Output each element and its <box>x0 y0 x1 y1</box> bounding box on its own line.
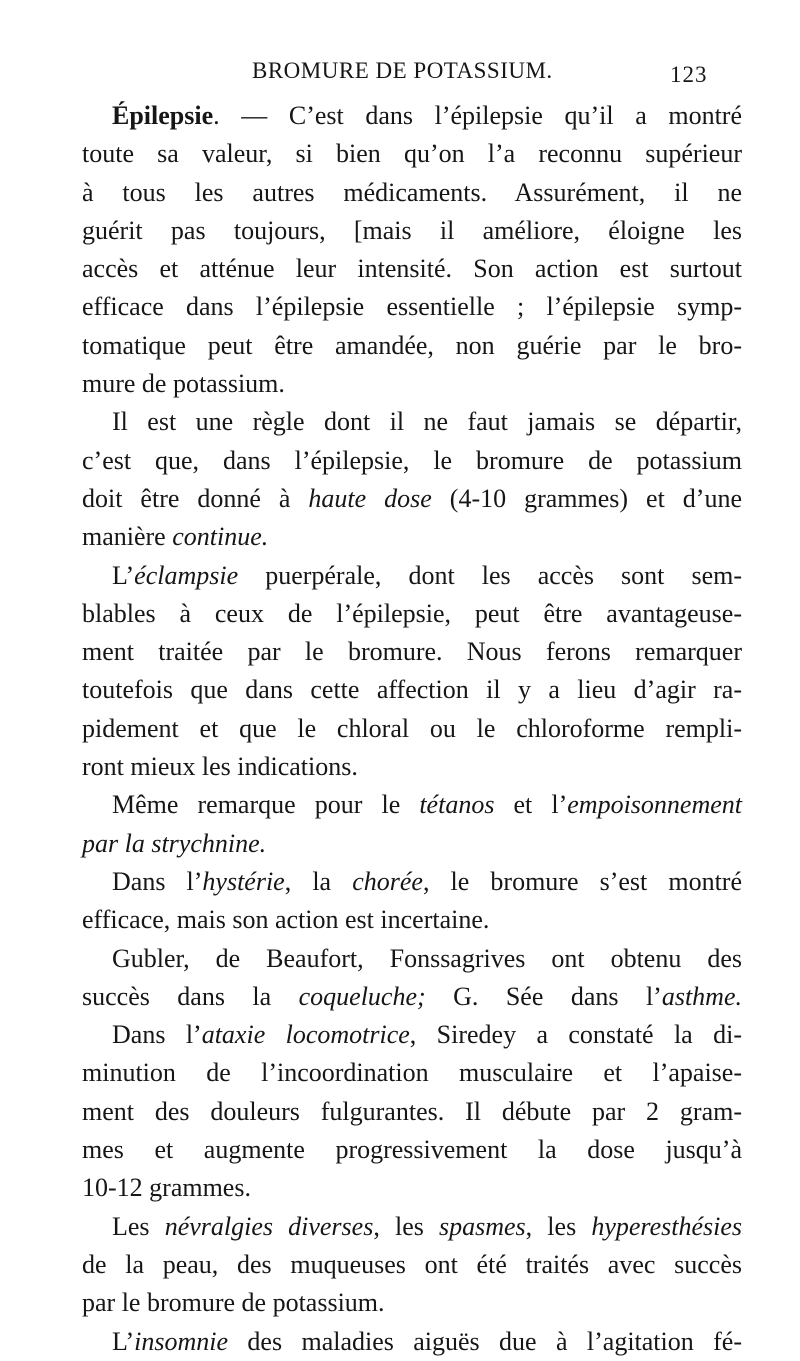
text-line <box>82 1208 742 1246</box>
italic-segment: continue. <box>172 522 269 552</box>
text-segment: L’ <box>112 1326 135 1356</box>
text-segment: . — C’est dans l’épilepsie qu’il a montré <box>213 101 742 130</box>
text-segment: minution de l’incoordination musculaire et l’apaise- <box>82 1058 742 1088</box>
text-line <box>82 748 742 786</box>
text-segment: 10-12 grammes. <box>82 1173 251 1203</box>
text-segment: puerpérale, dont les accès sont sem- <box>238 560 742 590</box>
italic-segment: par la strychnine. <box>82 828 267 858</box>
text-segment: ront mieux les indications. <box>82 752 358 782</box>
text-line <box>82 1284 742 1322</box>
text-segment: toutefois que dans cette affection il y a lieu d’agir ra- <box>82 675 742 705</box>
text-line <box>82 480 742 518</box>
text-line <box>82 940 742 978</box>
text-segment: accès et atténue leur intensité. Son action est surtout <box>82 254 742 284</box>
text-segment: blables à ceux de l’épilepsie, peut être avantageuse- <box>82 598 742 628</box>
text-segment: toute sa valeur, si bien qu’on l’a reconnu supérieur <box>82 139 742 169</box>
text-line <box>82 1016 742 1054</box>
italic-segment: coqueluche; <box>298 981 426 1011</box>
text-segment: (4-10 grammes) et d’une <box>431 483 742 513</box>
text-line <box>82 174 742 212</box>
bold-segment: Épilepsie <box>112 101 214 130</box>
text-line <box>82 595 742 633</box>
text-segment: Dans l’ <box>112 1020 202 1050</box>
text-line <box>82 327 742 365</box>
text-segment: G. Sée dans l’ <box>425 981 662 1011</box>
text-segment: pidement et que le chloral ou le chloroforme rempli- <box>82 713 742 743</box>
text-line <box>82 978 742 1016</box>
running-title: BROMURE DE POTASSIUM. <box>252 58 553 83</box>
italic-segment: empoisonnement <box>567 790 742 820</box>
text-line <box>82 135 742 173</box>
text-segment: , les <box>525 1211 592 1241</box>
italic-segment: névralgies diverses <box>164 1211 374 1241</box>
text-segment: Même remarque pour le <box>112 790 420 820</box>
text-line <box>82 288 742 326</box>
text-line <box>82 1131 742 1169</box>
text-segment: L’ <box>112 560 135 590</box>
text-segment: c’est que, dans l’épilepsie, le bromure de potassium <box>82 445 742 475</box>
text-segment: , Siredey a constaté la di- <box>409 1020 742 1050</box>
text-segment: tomatique peut être amandée, non guérie par le bro- <box>82 330 742 360</box>
text-segment: doit être donné à <box>82 483 309 513</box>
text-line <box>82 671 742 709</box>
text-line <box>82 1323 742 1361</box>
text-line <box>82 786 742 824</box>
text-segment: ment des douleurs fulgurantes. Il débute par 2 gram- <box>82 1096 742 1126</box>
text-line <box>82 518 742 556</box>
italic-segment: asthme. <box>661 981 742 1011</box>
text-line <box>82 403 742 441</box>
text-line <box>82 825 742 863</box>
italic-segment: ataxie locomotrice <box>201 1020 410 1050</box>
italic-segment: tétanos <box>419 790 495 820</box>
italic-segment: éclampsie <box>134 560 239 590</box>
text-segment: efficace dans l’épilepsie essentielle ; l’épilepsie symp- <box>82 292 742 322</box>
text-segment: Les <box>112 1211 165 1241</box>
text-segment: mes et augmente progressivement la dose jusqu’à <box>82 1135 742 1165</box>
text-line <box>82 97 742 135</box>
text-segment: guérit pas toujours, [mais il améliore, éloigne les <box>82 215 742 245</box>
body-text <box>82 97 742 1361</box>
text-segment: des maladies aiguës due à l’agitation fé- <box>228 1326 742 1356</box>
text-line <box>82 710 742 748</box>
text-line <box>82 863 742 901</box>
text-line <box>82 901 742 939</box>
page-number: 123 <box>670 62 708 87</box>
text-line <box>82 633 742 671</box>
text-segment: Dans l’ <box>112 866 203 896</box>
text-line <box>82 557 742 595</box>
text-line <box>82 250 742 288</box>
text-segment: , le bromure s’est montré <box>422 866 742 896</box>
text-segment: ment traitée par le bromure. Nous ferons remarquer <box>82 637 742 667</box>
text-segment: succès dans la <box>82 981 299 1011</box>
text-segment: , les <box>373 1211 439 1241</box>
text-segment: manière <box>82 522 173 552</box>
text-segment: à tous les autres médicaments. Assurément, il ne <box>82 177 742 207</box>
italic-segment: haute dose <box>308 483 432 513</box>
italic-segment: hyperesthésies <box>591 1211 742 1241</box>
text-segment: Gubler, de Beaufort, Fonssagrives ont obtenu des <box>112 943 742 973</box>
text-line <box>82 1246 742 1284</box>
italic-segment: insomnie <box>134 1326 229 1356</box>
text-line <box>82 442 742 480</box>
text-segment: efficace, mais son action est incertaine. <box>82 905 490 935</box>
text-line <box>82 212 742 250</box>
text-line <box>82 1093 742 1131</box>
text-segment: par le bromure de potassium. <box>82 1288 385 1318</box>
text-segment: de la peau, des muqueuses ont été traités avec succès <box>82 1249 742 1279</box>
text-line <box>82 365 742 403</box>
italic-segment: hystérie <box>202 866 285 896</box>
italic-segment: chorée <box>352 866 423 896</box>
text-segment: Il est une règle dont il ne faut jamais se départir, <box>112 407 742 437</box>
text-segment: et l’ <box>494 790 568 820</box>
text-segment: , la <box>284 866 353 896</box>
text-line <box>82 1169 742 1207</box>
italic-segment: spasmes <box>439 1211 526 1241</box>
text-segment: mure de potassium. <box>82 369 285 399</box>
text-line <box>82 1054 742 1092</box>
